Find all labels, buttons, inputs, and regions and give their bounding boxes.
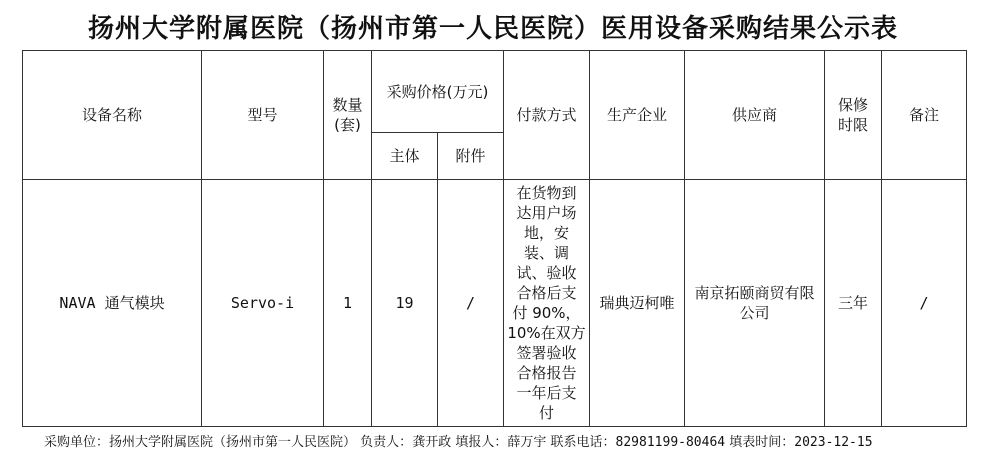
cell-name: NAVA 通气模块 (23, 180, 202, 427)
header-model: 型号 (202, 51, 324, 180)
payment-line: 付 90%， (512, 304, 581, 322)
payment-line: 一年后支 (516, 384, 577, 402)
cell-price-accessory: / (438, 180, 504, 427)
phone-label: 联系电话： (550, 435, 616, 450)
payment-line: 合格报告 (516, 364, 577, 382)
payment-line: 合格后支 (516, 284, 577, 302)
cell-supplier (685, 180, 825, 427)
header-warranty-line1: 保修 (837, 96, 868, 114)
header-warranty (825, 51, 882, 180)
payment-line: 达用户场 (516, 204, 577, 222)
filler-label: 填报人： (455, 435, 508, 450)
cell-qty: 1 (324, 180, 372, 427)
payment-line: 装、调 (523, 244, 569, 262)
payment-line: 10%在双方 (507, 324, 586, 342)
phone-value: 82981199-80464 (615, 435, 726, 450)
header-price-main: 主体 (372, 133, 438, 180)
cell-remarks: / (882, 180, 967, 427)
filler-value: 薛万宇 (507, 435, 547, 450)
header-payment: 付款方式 (504, 51, 590, 180)
procurement-table (22, 50, 967, 427)
owner-value: 龚开政 (412, 435, 452, 450)
unit-label: 采购单位： (44, 435, 110, 450)
supplier-line1: 南京拓颐商贸有限 (694, 284, 815, 302)
supplier-line2: 公司 (739, 304, 770, 322)
cell-model: Servo-i (202, 180, 324, 427)
header-remarks: 备注 (882, 51, 967, 180)
date-value: 2023-12-15 (794, 435, 873, 450)
payment-line: 付 (538, 404, 554, 422)
cell-price-main: 19 (372, 180, 438, 427)
payment-line: 在货物到 (516, 184, 577, 202)
cell-warranty: 三年 (825, 180, 882, 427)
date-label: 填表时间： (729, 435, 795, 450)
unit-value: 扬州大学附属医院（扬州市第一人民医院） (109, 435, 357, 450)
payment-line: 签署验收 (516, 344, 577, 362)
payment-line: 地，安 (523, 224, 569, 242)
header-qty-line2: (套) (334, 116, 361, 134)
cell-manufacturer: 瑞典迈柯唯 (590, 180, 685, 427)
cell-payment (504, 180, 590, 427)
header-supplier: 供应商 (685, 51, 825, 180)
header-manufacturer: 生产企业 (590, 51, 685, 180)
header-price: 采购价格(万元) (372, 51, 504, 133)
payment-line: 试、验收 (516, 264, 577, 282)
header-row (23, 51, 967, 133)
table-row (23, 180, 967, 427)
header-price-accessory: 附件 (438, 133, 504, 180)
header-qty-line1: 数量 (332, 96, 363, 114)
footer-info (44, 431, 873, 450)
header-warranty-line2: 时限 (837, 116, 868, 134)
owner-label: 负责人： (360, 435, 413, 450)
header-qty (324, 51, 372, 180)
header-name: 设备名称 (23, 51, 202, 180)
page-title: 扬州大学附属医院（扬州市第一人民医院）医用设备采购结果公示表 (87, 14, 898, 44)
